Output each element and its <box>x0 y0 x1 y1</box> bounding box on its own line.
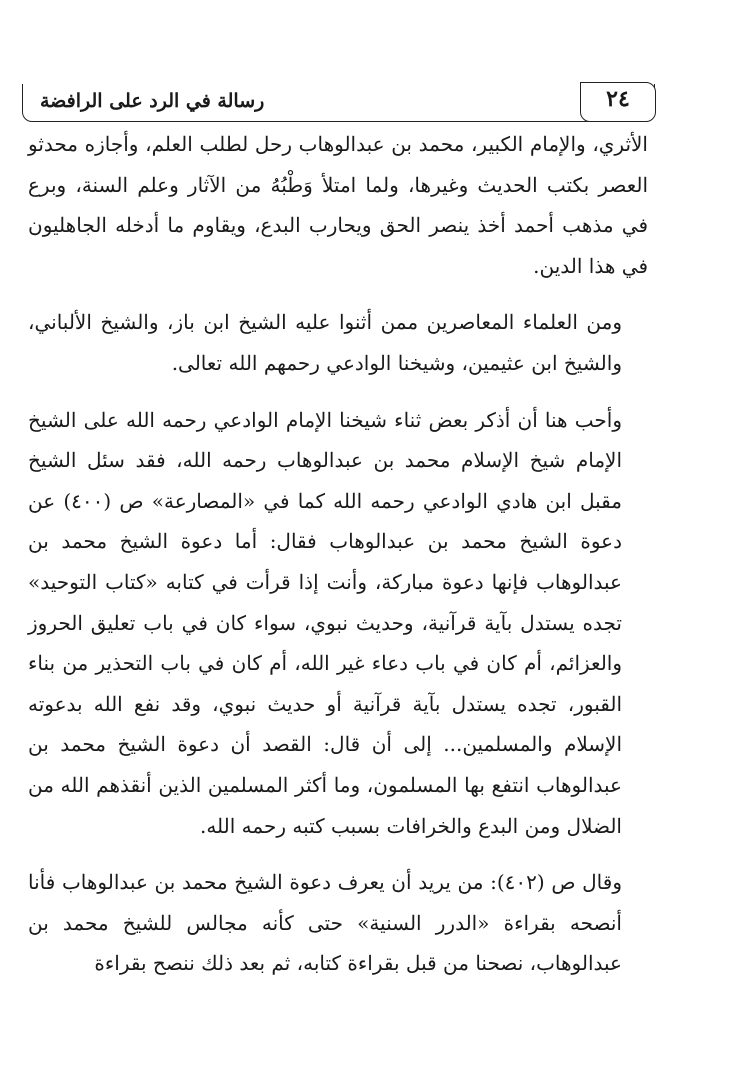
paragraph-2: ومن العلماء المعاصرين ممن أثنوا عليه الشيخ ابن باز، والشيخ الألباني، والشيخ ابن عثيمين، وشيخنا الوادعي رحمهم الله تعالى. <box>28 310 622 375</box>
page-header <box>22 84 655 122</box>
page-number-box <box>580 82 656 122</box>
page-number: ٢٤ <box>606 86 630 112</box>
paragraph-1: الأثري، والإمام الكبير، محمد بن عبدالوهاب رحل لطلب العلم، وأجازه محدثو العصر بكتب الحديث وغيرها، ولما امتلأ وَطْبُهُ من الآثار وعلم السنة، وبرع في مذهب أحمد أخذ ينصر الحق ويحارب البدع، ويقاوم ما أدخله الجاهليون في هذا الدين. <box>28 132 648 278</box>
paragraph-3: وأحب هنا أن أذكر بعض ثناء شيخنا الإمام الوادعي رحمه الله على الشيخ الإمام شيخ الإسلام محمد بن عبدالوهاب رحمه الله، فقد سئل الشيخ مقبل ابن هادي الوادعي رحمه الله كما في «المصارعة» ص (٤٠٠) عن دعوة الشيخ محمد بن عبدالوهاب فقال: أما دعوة الشيخ محمد بن عبدالوهاب فإنها دعوة مباركة، وأنت إذا قرأت في كتابه «كتاب التوحيد» تجده يستدل بآية قرآنية، وحديث نبوي، سواء كان في باب تعليق الحروز والعزائم، أم كان في باب دعاء غير الله، أم كان في باب التحذير من بناء القبور، تجده يستدل بآية قرآنية أو حديث نبوي، وقد نفع الله بدعوته الإسلام والمسلمين... إلى أن قال: القصد أن دعوة الشيخ محمد بن عبدالوهاب انتفع بها المسلمون، وما أكثر المسلمين الذين أنقذهم الله من الضلال ومن البدع والخرافات بسبب كتبه رحمه الله. <box>28 407 622 838</box>
page-body <box>28 124 648 984</box>
paragraph-4: وقال ص (٤٠٢): من يريد أن يعرف دعوة الشيخ محمد بن عبدالوهاب فأنا أنصحه بقراءة «الدرر السنية» حتى كأنه مجالس للشيخ محمد بن عبدالوهاب، نصحنا من قبل بقراءة كتابه، ثم بعد ذلك ننصح بقراءة <box>28 870 622 976</box>
running-title: رسالة في الرد على الرافضة <box>40 90 265 112</box>
